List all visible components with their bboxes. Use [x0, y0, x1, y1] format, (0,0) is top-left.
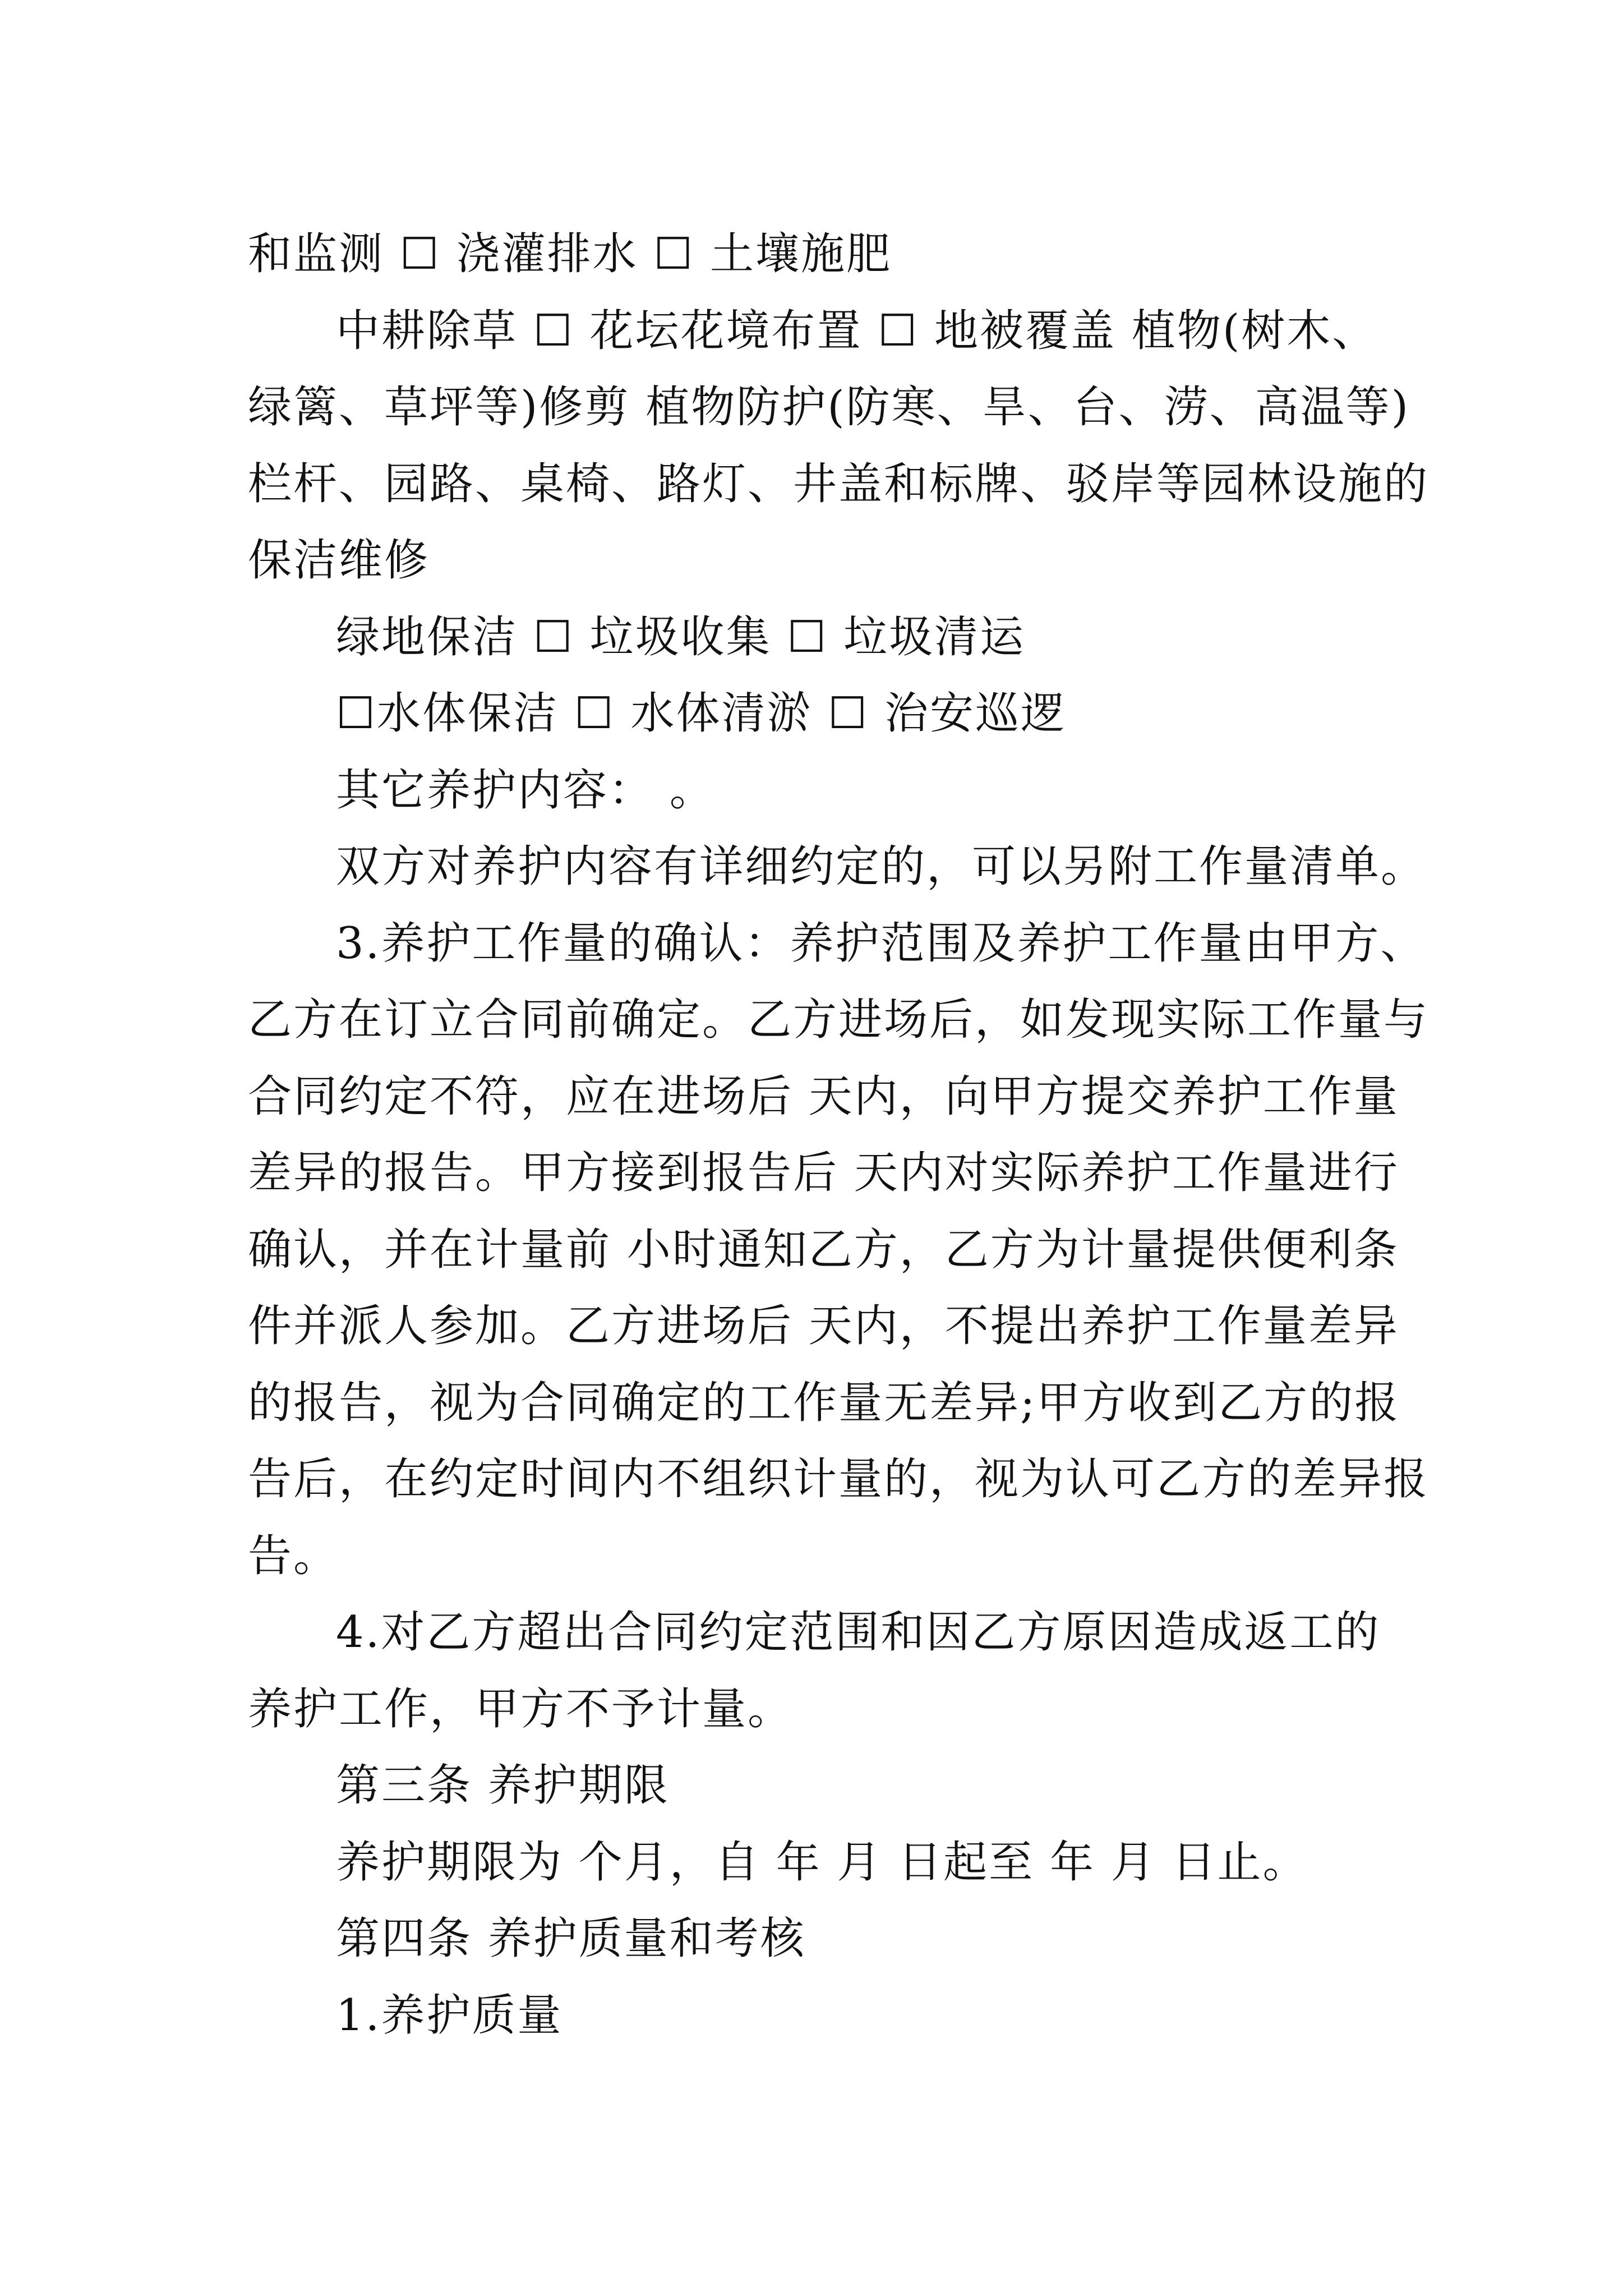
text-line: 和监测 ☐ 浇灌排水 ☐ 土壤施肥 [248, 229, 892, 279]
text-line: 双方对养护内容有详细约定的，可以另附工作量清单。 [336, 841, 1427, 892]
text-line: 告。 [248, 1530, 339, 1581]
text-line: 养护期限为 个月，自 年 月 日起至 年 月 日止。 [336, 1837, 1308, 1888]
section-heading: 第三条 养护期限 [336, 1760, 670, 1811]
text-line: 的报告，视为合同确定的工作量无差异;甲方收到乙方的报 [248, 1377, 1400, 1428]
text-line: 中耕除草 ☐ 花坛花境布置 ☐ 地被覆盖 植物(树木、 [336, 305, 1378, 356]
text-line: 3.养护工作量的确认：养护范围及养护工作量由甲方、 [336, 918, 1426, 969]
text-line: 4.对乙方超出合同约定范围和因乙方原因造成返工的 [336, 1607, 1381, 1658]
text-line: 差异的报告。甲方接到报告后 天内对实际养护工作量进行 [248, 1148, 1399, 1198]
text-line: 保洁维修 [248, 535, 430, 586]
text-line: ☐水体保洁 ☐ 水体清淤 ☐ 治安巡逻 [336, 688, 1066, 739]
text-line: 告后，在约定时间内不组织计量的，视为认可乙方的差异报 [248, 1454, 1430, 1504]
text-line: 栏杆、园路、桌椅、路灯、井盖和标牌、驳岸等园林设施的 [248, 458, 1430, 509]
subsection-heading: 1.养护质量 [336, 1990, 563, 2041]
text-line: 乙方在订立合同前确定。乙方进场后，如发现实际工作量与 [248, 995, 1430, 1045]
text-line: 其它养护内容： 。 [336, 765, 715, 816]
text-line: 确认，并在计量前 小时通知乙方，乙方为计量提供便利条 [248, 1224, 1399, 1275]
text-line: 合同约定不符，应在进场后 天内，向甲方提交养护工作量 [248, 1071, 1399, 1122]
text-line: 绿地保洁 ☐ 垃圾收集 ☐ 垃圾清运 [336, 611, 1026, 662]
text-line: 件并派人参加。乙方进场后 天内，不提出养护工作量差异 [248, 1301, 1399, 1351]
text-line: 养护工作，甲方不予计量。 [248, 1683, 794, 1734]
section-heading: 第四条 养护质量和考核 [336, 1913, 806, 1964]
text-line: 绿篱、草坪等)修剪 植物防护(防寒、旱、台、涝、高温等) [248, 382, 1410, 432]
document-body [248, 216, 1430, 2054]
